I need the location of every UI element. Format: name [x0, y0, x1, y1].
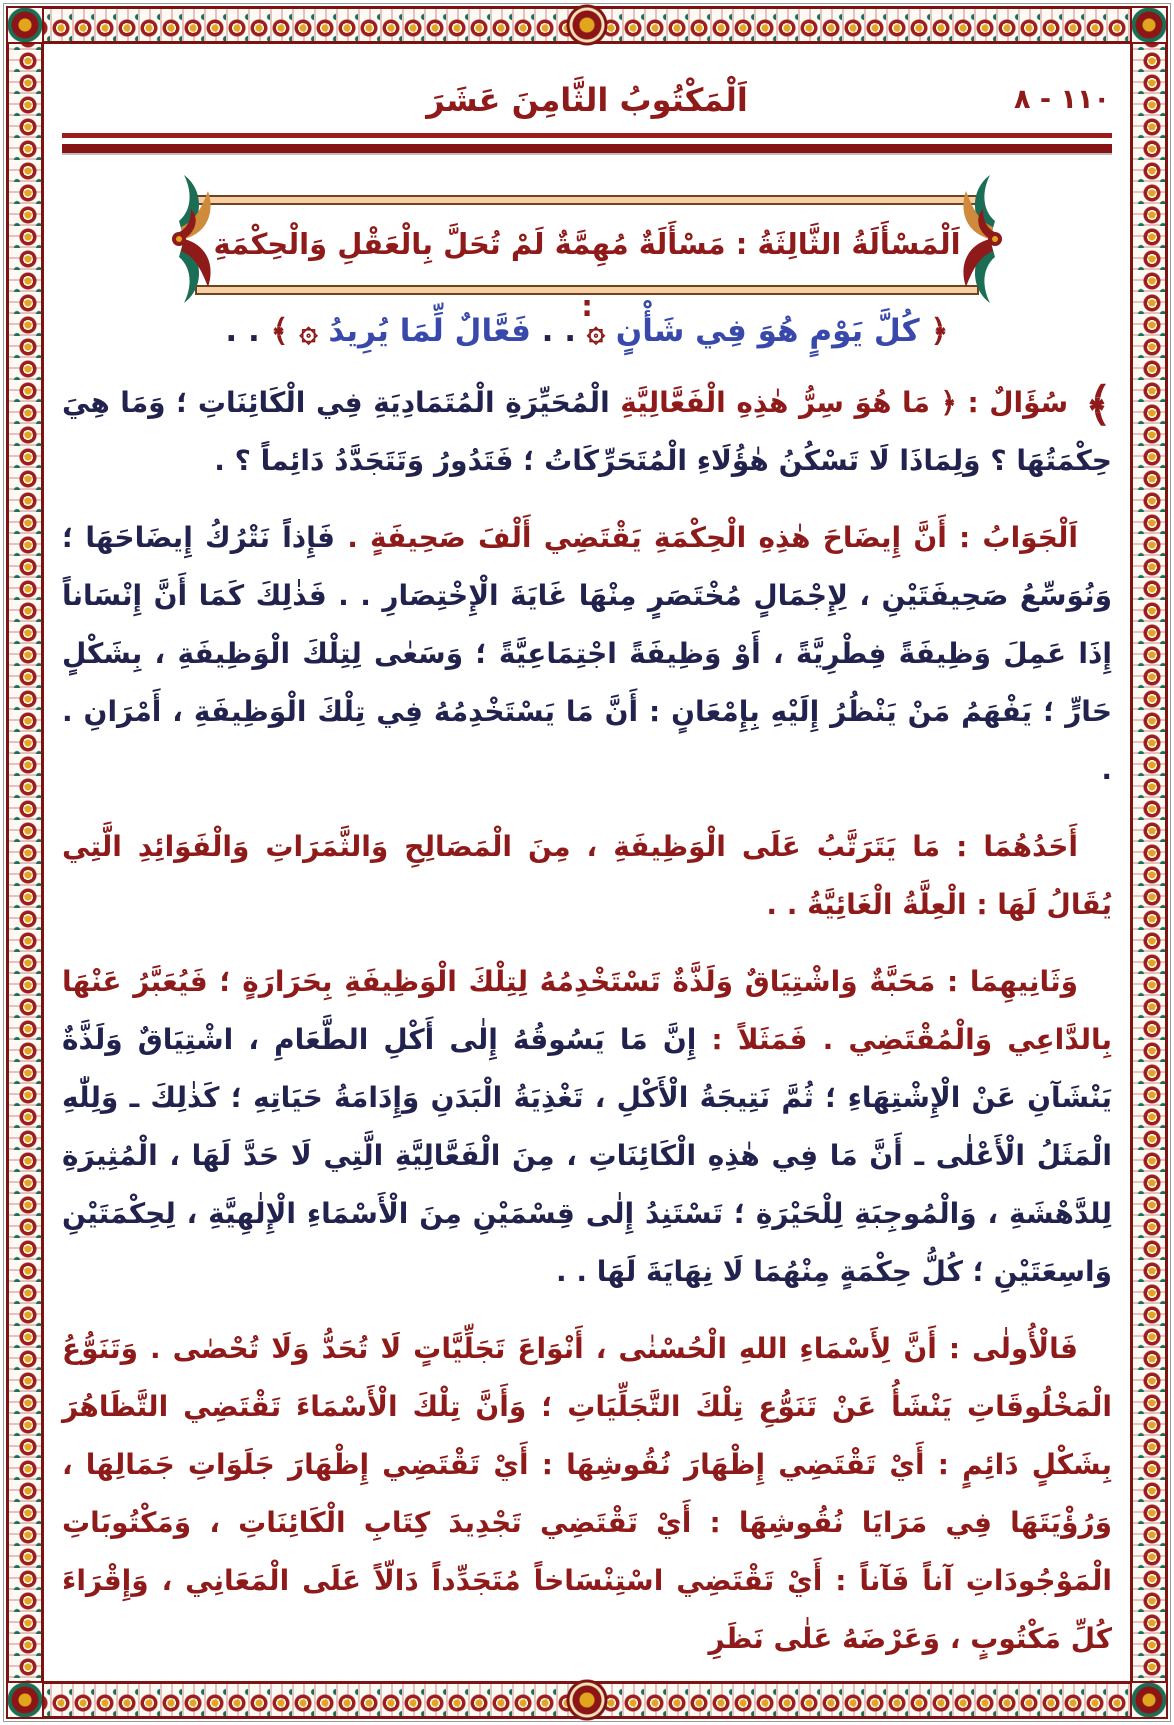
text-run: أَحَدُهُمَا : مَا يَتَرَتَّبُ عَلَى الْوَظِيفَةِ ، مِنَ الْمَصَالِحِ وَالثَّمَرَاتِ وَالْفَوَائِدِ الَّتِي يُقَالُ لَهَا : الْعِلَّةُ الْغَائِيَّةُ . .: [62, 830, 1112, 921]
text-run: مَا هُوَ سِرُّ هٰذِهِ الْفَعَّالِيَّةِ: [609, 386, 930, 419]
text-run: ﴿: [929, 386, 957, 419]
header-rule-thin: [62, 133, 1112, 138]
body-paragraph: [62, 1320, 1112, 1668]
page-header: [62, 76, 1112, 128]
header-rule-thick: [62, 144, 1112, 153]
banner-title: اَلْمَسْأَلَةُ الثَّالِثَةُ : مَسْأَلَةٌ مُهِمَّةٌ لَمْ تُحَلَّ بِالْعَقْلِ وَالْحِكْمَةِ :: [213, 227, 961, 323]
text-run: ۞: [586, 313, 605, 349]
text-run: فَعَّالٌ لِّمَا يُرِيدُ: [317, 313, 531, 349]
page-title: اَلْمَكْتُوبُ الثَّامِنَ عَشَرَ: [426, 81, 748, 119]
frame-medallion-icon: [564, 4, 610, 46]
frame-corner-icon: [6, 6, 44, 44]
text-run: سُؤَالٌ :: [956, 386, 1069, 419]
body-paragraph: [62, 953, 1112, 1301]
body-paragraph: [62, 374, 1112, 490]
text-run: الْمُحَيِّرَةِ الْمُتَمَادِيَةِ فِي الْكَائِنَاتِ ؛ وَمَا هِيَ حِكْمَتُهَا ؟ وَلِمَاذَا لَا تَسْكُنُ هٰؤُلَاءِ الْمُتَحَرِّكَاتُ ؛ فَتَدُورُ وَتَتَجَدَّدُ دَائِماً ؟ .: [62, 386, 1112, 477]
text-run: ﴾: [1068, 377, 1113, 431]
banner-bar: [195, 195, 979, 205]
text-run: ﴿: [919, 313, 949, 349]
page-number: ١١٠ - ٨: [1014, 84, 1110, 115]
text-run: إِنَّ مَا يَسُوقُهُ إِلٰى أَكْلِ الطَّعَامِ ، اشْتِيَاقٌ وَلَذَّةٌ يَنْشَآنِ عَنْ الْإِشْتِهَاءِ ؛ ثُمَّ نَتِيجَةُ الْأَكْلِ ، تَغْذِيَةُ الْبَدَنِ وَإِدَامَةُ حَيَاتِهِ ؛ كَذٰلِكَ ـ وَلِلّٰهِ الْمَثَلُ الْأَعْلٰى ـ أَنَّ مَا فِي هٰذِهِ الْكَائِنَاتِ ، مِنَ الْفَعَّالِيَّةِ الَّتِي لَا حَدَّ لَهَا ، الْمُثِيرَةِ لِلدَّهْشَةِ ، وَالْمُوجِبَةِ لِلْحَيْرَةِ ؛ تَسْتَنِدُ إِلٰى قِسْمَيْنِ مِنَ الْأَسْمَاءِ الْإِلٰهِيَّةِ ، لِحِكْمَتَيْنِ وَاسِعَتَيْنِ ؛ كُلُّ حِكْمَةٍ مِنْهُمَا لَا نِهَايَةَ لَهَا . .: [62, 1023, 1112, 1288]
section-banner: [165, 183, 1009, 323]
text-run: فَالْأُولٰى : أَنَّ لِأَسْمَاءِ اللهِ الْحُسْنٰى ، أَنْوَاعَ تَجَلِّيَّاتٍ لَا تُحَدُّ وَلَا تُحْصٰى . وَتَنَوُّعُ الْمَخْلُوقَاتِ يَنْشَأُ عَنْ تَنَوُّعِ تِلْكَ التَّجَلِّيَاتِ ؛ وَأَنَّ تِلْكَ الْأَسْمَاءَ تَقْتَضِي التَّظَاهُرَ بِشَكْلٍ دَائِمٍ : أَيْ تَقْتَضِي إِظْهَارَ نُقُوشِهَا : أَيْ تَقْتَضِي إِظْهَارَ جَلَوَاتِ جَمَالِهَا ، وَرُؤْيَتَهَا فِي مَرَايَا نُقُوشِهَا : أَيْ تَقْتَضِي تَجْدِيدَ كِتَابِ الْكَائِنَاتِ ، وَمَكْتُوبَاتِ الْمَوْجُودَاتِ آناً فَآناً : أَيْ تَقْتَضِي اسْتِنْسَاخاً مُتَجَدِّداً دَالّاً عَلَى الْمَعَانِي ، وَإِقْرَاءَ كُلِّ مَكْتُوبٍ ، وَعَرْضَهُ عَلٰى نَظَرِ: [62, 1332, 1112, 1655]
frame-corner-icon: [1130, 1681, 1168, 1719]
body-paragraph: [62, 509, 1112, 799]
frame-corner-icon: [1130, 6, 1168, 44]
frame-border-left: [6, 6, 44, 1719]
body-text: [62, 374, 1112, 1687]
text-run: وَثَانِيهِمَا : مَحَبَّةٌ وَاشْتِيَاقٌ وَلَذَّةٌ تَسْتَخْدِمُهُ لِتِلْكَ الْوَظِيفَةِ بِحَرَارَةٍ ؛ فَيُعَبَّرُ عَنْهَا بِالدَّاعِي وَالْمُقْتَضِي . فَمَثَلاً :: [62, 965, 1112, 1056]
frame-corner-icon: [6, 1681, 44, 1719]
text-run: فَإِذاً نَتْرُكُ إِيضَاحَهَا ؛ وَنُوَسِّعُ صَحِيفَتَيْنِ ، لِإِجْمَالٍ مُخْتَصَرٍ مِنْهَا غَايَةَ الْإِخْتِصَارِ . . فَذٰلِكَ كَمَا أَنَّ إِنْسَاناً إِذَا عَمِلَ وَظِيفَةً فِطْرِيَّةً ، أَوْ وَظِيفَةً اجْتِمَاعِيَّةً ؛ وَسَعٰى لِتِلْكَ الْوَظِيفَةِ ، بِشَكْلٍ حَارٍّ ؛ يَفْهَمُ مَنْ يَنْظُرُ إِلَيْهِ بِإِمْعَانٍ : أَنَّ مَا يَسْتَخْدِمُهُ فِي تِلْكَ الْوَظِيفَةِ ، أَمْرَانِ . .: [62, 521, 1112, 786]
body-paragraph: [62, 818, 1112, 934]
text-run: . .: [225, 313, 271, 349]
text-run: . .: [530, 313, 587, 349]
quran-verse: [62, 302, 1112, 360]
text-run: اَلْجَوَابُ : أَنَّ إِيضَاحَ هٰذِهِ الْحِكْمَةِ يَقْتَضِي أَلْفَ صَحِيفَةٍ .: [335, 521, 1079, 554]
text-run: ۞ ﴾: [270, 313, 318, 349]
text-run: كُلَّ يَوْمٍ هُوَ فِي شَأْنٍ: [605, 313, 920, 349]
frame-border-right: [1130, 6, 1168, 1719]
